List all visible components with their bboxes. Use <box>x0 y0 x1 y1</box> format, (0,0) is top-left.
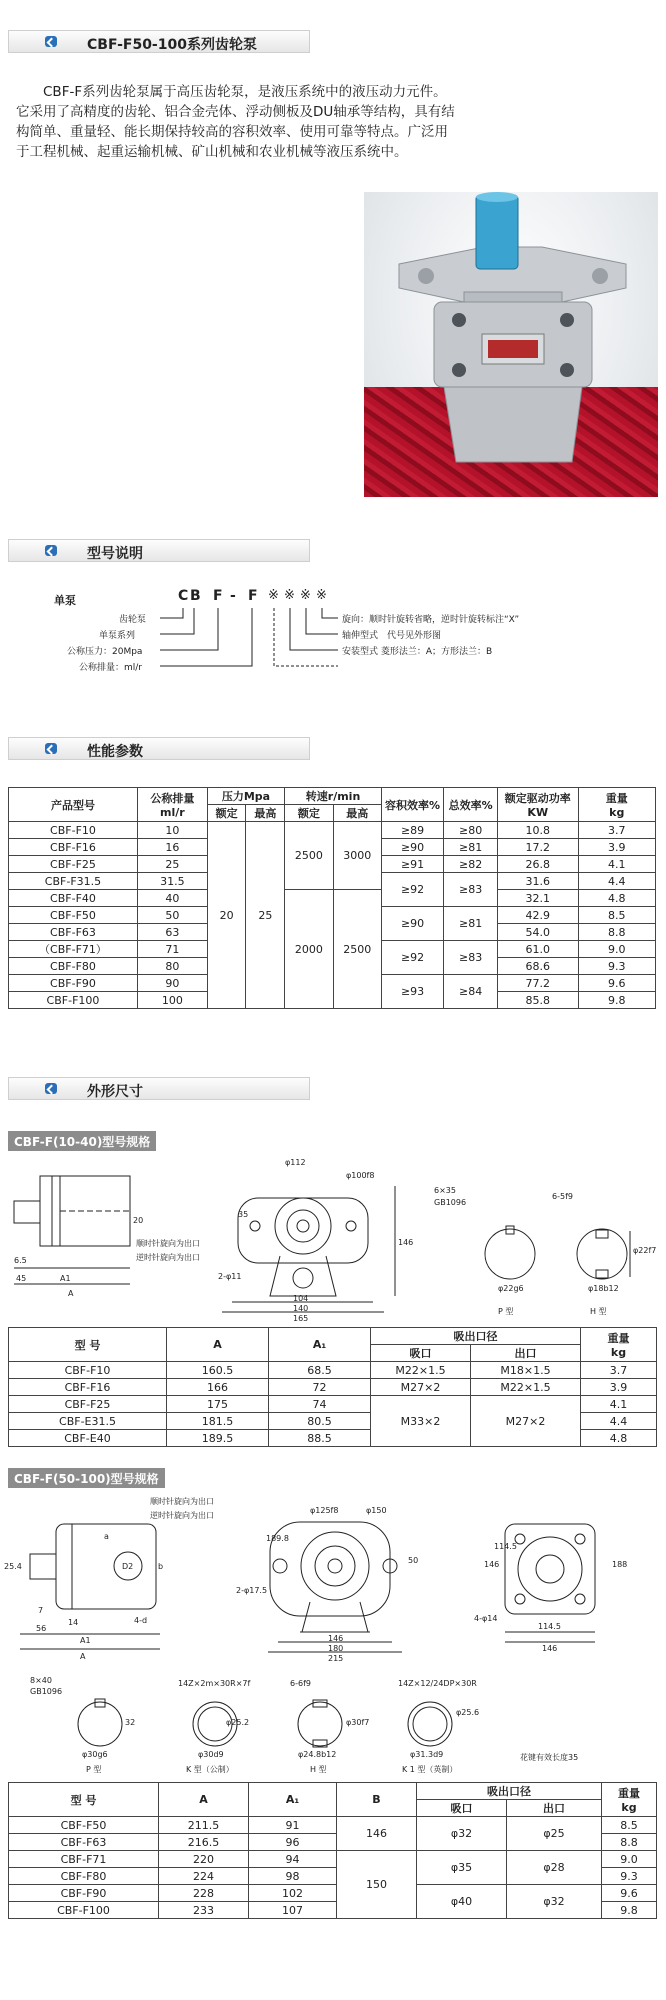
perf-header-s-max: 最高 <box>333 805 381 822</box>
table-row: CBF-F63 63 54.0 8.8 <box>9 924 656 941</box>
dim-label: H 型 <box>590 1307 607 1316</box>
label-mounting: 安装型式 菱形法兰：A；方形法兰：B <box>342 647 493 657</box>
dims1-header-in: 吸口 <box>371 1345 471 1362</box>
table-row: CBF-F25 175 74 M33×2 M27×2 4.1 <box>9 1396 657 1413</box>
table-row: CBF-F100 100 85.8 9.8 <box>9 992 656 1009</box>
dim-label: φ30g6 <box>82 1750 108 1759</box>
perf-header-vol-eff: 容积效率% <box>381 788 443 822</box>
perf-header-power: 额定驱动功率 KW <box>497 788 578 822</box>
dims2-header-model: 型 号 <box>9 1783 159 1817</box>
section-header-performance <box>8 737 310 760</box>
dim-label: 32 <box>125 1718 136 1727</box>
dim-label: φ24.8b12 <box>298 1750 337 1759</box>
dims2-header-out: 出口 <box>507 1800 602 1817</box>
dims2-header-b: B <box>337 1783 417 1817</box>
table-row: CBF-F31.5 31.5 ≥92 ≥83 31.6 4.4 <box>9 873 656 890</box>
single-pump-label: 单泵 <box>54 594 76 607</box>
dim-label: H 型 <box>310 1765 327 1774</box>
dim-label: 114.5 <box>538 1622 561 1631</box>
dims2-header-in: 吸口 <box>417 1800 507 1817</box>
dim-label: 50 <box>408 1556 419 1565</box>
section-title: 性能参数 <box>87 744 143 760</box>
section-bullet-icon <box>45 545 57 556</box>
code-b: B <box>190 588 201 604</box>
code-dash: - <box>230 588 236 604</box>
dim-label: φ30f7 <box>346 1718 370 1727</box>
dim-label: 140 <box>293 1304 309 1313</box>
label-gear-pump: 齿轮泵 <box>119 615 147 625</box>
dim-label: 花键有效长度35 <box>520 1753 579 1762</box>
table-row: CBF-F63 216.5 96 8.8 <box>9 1834 657 1851</box>
table-row: CBF-E31.5 181.5 80.5 4.4 <box>9 1413 657 1430</box>
dim-label: 146 <box>542 1644 558 1653</box>
dim-label: A <box>68 1289 74 1298</box>
section-bullet-icon <box>45 1083 57 1094</box>
dim-label: 165 <box>293 1314 309 1323</box>
code-c: C <box>178 588 189 604</box>
dim-label: 215 <box>328 1654 344 1663</box>
dim-label: 顺时针旋向为出口 <box>136 1239 200 1248</box>
dims1-tag: CBF-F(10-40)型号规格 <box>8 1131 156 1151</box>
label-nominal-pressure: 公称压力：20Mpa <box>67 647 143 657</box>
pump-photo <box>364 192 658 497</box>
dim-label: 顺时针旋向为出口 <box>150 1497 214 1506</box>
dim-label: P 型 <box>86 1765 102 1774</box>
dim-label: φ100f8 <box>346 1171 375 1180</box>
perf-header-s-rated: 额定 <box>285 805 333 822</box>
dims2-tag: CBF-F(50-100)型号规格 <box>8 1468 165 1488</box>
table-row: CBF-F40 40 2000 2500 32.1 4.8 <box>9 890 656 907</box>
dims1-header-a: A <box>167 1328 269 1362</box>
perf-header-p-rated: 额定 <box>207 805 246 822</box>
dim-label: φ30d9 <box>198 1750 224 1759</box>
label-single-series: 单泵系列 <box>99 631 136 641</box>
label-rotation: 旋向：顺时针旋转省略，逆时针旋转标注“X” <box>342 615 520 625</box>
dims2-header-port: 吸出口径 <box>417 1783 602 1800</box>
dim-label: 14Z×12/24DP×30R <box>398 1679 477 1688</box>
dims2-header-a: A <box>159 1783 249 1817</box>
perf-header-p-max: 最高 <box>246 805 285 822</box>
dim-label: φ18b12 <box>588 1284 619 1293</box>
dim-label: K 1 型（英制） <box>402 1765 458 1774</box>
dim-label: a <box>104 1532 109 1541</box>
dim-label: 14Z×2m×30R×7f <box>178 1679 251 1688</box>
table-row: CBF-F100 233 107 9.8 <box>9 1902 657 1919</box>
model-code-diagram <box>0 580 666 700</box>
dim-label: 104 <box>293 1294 309 1303</box>
dims1-drawing <box>0 1156 666 1324</box>
dim-label: 20 <box>133 1216 144 1225</box>
dim-label: 8×40 <box>30 1676 52 1685</box>
dim-label: 45 <box>16 1274 27 1283</box>
dim-label: A1 <box>60 1274 71 1283</box>
dim-label: φ25.2 <box>226 1718 250 1727</box>
dim-label: φ112 <box>285 1158 306 1167</box>
perf-header-pressure: 压力Mpa <box>207 788 284 805</box>
product-intro: CBF-F系列齿轮泵属于高压齿轮泵，是液压系统中的液压动力元件。它采用了高精度的齿轮、铝合金壳体、浮动侧板及DU轴承等结构，具有结构简单、重量轻、能长期保持较高的容积效率、使用可靠等特点。广泛用于工程机械、起重运输机械、矿山机械和农业机械等液压系统中。 <box>16 84 455 160</box>
dim-label: 189.8 <box>266 1534 289 1543</box>
dims1-header-port: 吸出口径 <box>371 1328 581 1345</box>
table-row: CBF-F10 160.5 68.5 M22×1.5 M18×1.5 3.7 <box>9 1362 657 1379</box>
dim-label: 4-d <box>134 1616 148 1625</box>
code-x4: ※ <box>316 588 327 603</box>
dims2-header-weight: 重量 kg <box>602 1783 657 1817</box>
table-row: CBF-F50 211.5 91 146 φ32 φ25 8.5 <box>9 1817 657 1834</box>
table-row: （CBF-F71） 71 ≥92 ≥83 61.0 9.0 <box>9 941 656 958</box>
dim-label: 7 <box>38 1606 44 1615</box>
dim-label: A <box>80 1652 86 1661</box>
dim-label: 114.5 <box>494 1542 517 1551</box>
section-title: CBF-F50-100系列齿轮泵 <box>87 37 257 53</box>
dim-label: 25.4 <box>4 1562 22 1571</box>
table-row: CBF-F90 228 102 φ40 φ32 9.6 <box>9 1885 657 1902</box>
dim-label: 146 <box>328 1634 344 1643</box>
label-nominal-displacement: 公称排量：ml/r <box>79 663 143 673</box>
dim-label: φ125f8 <box>310 1506 339 1515</box>
dim-label: 2-φ17.5 <box>236 1586 268 1595</box>
section-title: 型号说明 <box>87 546 143 562</box>
code-f: F <box>213 588 223 604</box>
dim-label: 逆时针旋向为出口 <box>150 1511 214 1520</box>
dim-label: 6-6f9 <box>290 1679 311 1688</box>
code-x3: ※ <box>300 588 311 603</box>
table-row: CBF-F80 224 98 9.3 <box>9 1868 657 1885</box>
table-row: CBF-F16 16 ≥90 ≥81 17.2 3.9 <box>9 839 656 856</box>
dim-label: φ31.3d9 <box>410 1750 444 1759</box>
dim-label: D2 <box>122 1562 134 1571</box>
table-row: CBF-F90 90 ≥93 ≥84 77.2 9.6 <box>9 975 656 992</box>
section-header-model <box>8 539 310 562</box>
performance-table <box>8 787 656 1009</box>
dim-label: 6.5 <box>14 1256 27 1265</box>
dim-label: 6-5f9 <box>552 1192 573 1201</box>
dim-label: K 型（公制） <box>186 1765 234 1774</box>
dim-label: P 型 <box>498 1307 514 1316</box>
dims2-table <box>8 1782 657 1919</box>
dim-label: 56 <box>36 1624 47 1633</box>
dim-label: GB1096 <box>30 1687 63 1696</box>
dim-label: φ22g6 <box>498 1284 524 1293</box>
dim-label: φ25.6 <box>456 1708 480 1717</box>
section-title: 外形尺寸 <box>87 1084 143 1100</box>
perf-header-total-eff: 总效率% <box>444 788 498 822</box>
dim-label: GB1096 <box>434 1198 467 1207</box>
dim-label: φ22f7 <box>633 1246 657 1255</box>
dim-label: 14 <box>68 1618 79 1627</box>
dims2-drawing <box>0 1494 666 1774</box>
dims1-header-weight: 重量 kg <box>581 1328 657 1362</box>
label-shaft: 轴伸型式 代号见外形图 <box>342 631 442 641</box>
dim-label: A1 <box>80 1636 91 1645</box>
perf-header-speed: 转速r/min <box>285 788 382 805</box>
dims1-header-out: 出口 <box>471 1345 581 1362</box>
dim-label: 6×35 <box>434 1186 456 1195</box>
table-row: CBF-F25 25 ≥91 ≥82 26.8 4.1 <box>9 856 656 873</box>
table-row: CBF-F80 80 68.6 9.3 <box>9 958 656 975</box>
dim-label: 逆时针旋向为出口 <box>136 1253 200 1262</box>
section-header-product <box>8 30 310 53</box>
table-row: CBF-F16 166 72 M27×2 M22×1.5 3.9 <box>9 1379 657 1396</box>
table-row: CBF-F71 220 94 150 φ35 φ28 9.0 <box>9 1851 657 1868</box>
perf-header-model: 产品型号 <box>9 788 138 822</box>
perf-header-weight: 重量 kg <box>578 788 655 822</box>
dim-label: 146 <box>484 1560 500 1569</box>
dims1-header-model: 型 号 <box>9 1328 167 1362</box>
dims1-table <box>8 1327 657 1447</box>
code-x1: ※ <box>268 588 279 603</box>
perf-header-disp: 公称排量 ml/r <box>137 788 207 822</box>
section-header-dimensions <box>8 1077 310 1100</box>
dim-label: 2-φ11 <box>218 1272 242 1281</box>
dims1-header-a1: A₁ <box>269 1328 371 1362</box>
code-f2: F <box>248 588 258 604</box>
section-bullet-icon <box>45 36 57 47</box>
dim-label: 146 <box>398 1238 414 1247</box>
dim-label: 4-φ14 <box>474 1614 498 1623</box>
dim-label: φ150 <box>366 1506 387 1515</box>
dim-label: 180 <box>328 1644 344 1653</box>
dim-label: b <box>158 1562 164 1571</box>
code-x2: ※ <box>284 588 295 603</box>
section-bullet-icon <box>45 743 57 754</box>
dims2-header-a1: A₁ <box>249 1783 337 1817</box>
table-row: CBF-F10 10 20 25 2500 3000 ≥89 ≥80 10.8 3.7 <box>9 822 656 839</box>
dim-label: 188 <box>612 1560 628 1569</box>
table-row: CBF-E40 189.5 88.5 4.8 <box>9 1430 657 1447</box>
table-row: CBF-F50 50 ≥90 ≥81 42.9 8.5 <box>9 907 656 924</box>
dim-label: 35 <box>238 1210 249 1219</box>
